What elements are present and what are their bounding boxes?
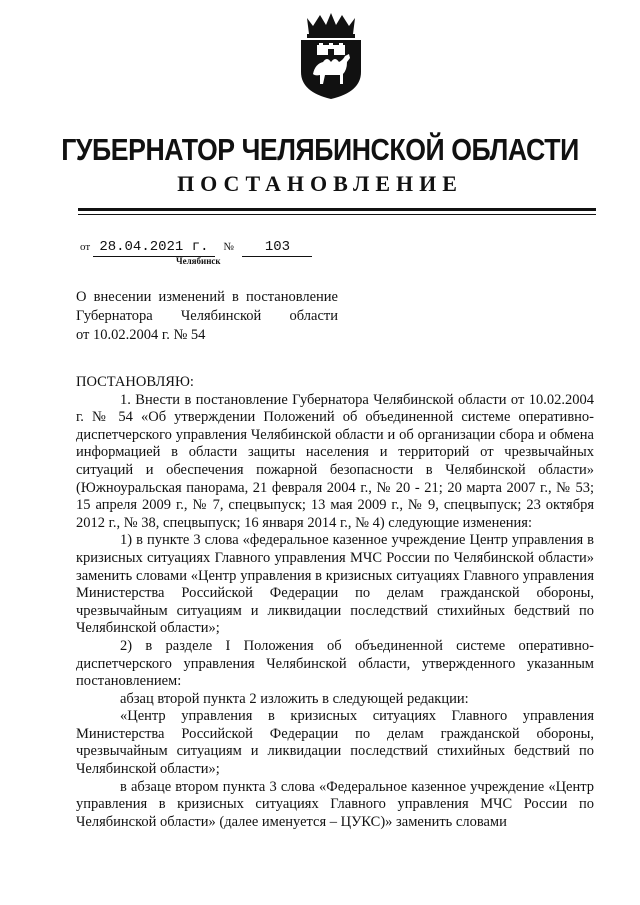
subject-line: от 10.02.2004 г. № 54 <box>76 327 206 343</box>
body-paragraph: «Центр управления в кризисных ситуациях Главного управления Министерства Российской Федерации по делам гражданской обороны, чрезвычайным ситуациям и ликвидации последствий стихийных бедствий по Челябинской области»; <box>76 708 594 778</box>
coat-of-arms-emblem <box>293 12 369 100</box>
body-paragraph: 1. Внести в постановление Губернатора Челябинской области от 10.02.2004 г. № 54 «Об утверждении Положений об объединенной системе оперативно-диспетчерского управления Челябинской области и об организации сбора и обмена информацией в области защиты населения и территорий от чрезвычайных ситуаций и обеспечения пожарной безопасности в Челябинской области» (Южноуральская панорама, 21 февраля 2004 г., № 20 - 21; 20 марта 2007 г., № 53; 15 апреля 2009 г., № 7, спецвыпуск; 13 мая 2009 г., № 9, спецвыпуск; 23 октября 2012 г., № 38, спецвыпуск; 16 января 2014 г., № 4) следующие изменения: <box>76 391 594 531</box>
body-paragraph: абзац второй пункта 2 изложить в следующей редакции: <box>120 690 469 707</box>
number-prefix: № <box>223 241 234 253</box>
document-type: ПОСТАНОВЛЕНИЕ <box>177 171 463 196</box>
date-number-line <box>80 238 312 257</box>
document-body <box>76 374 594 831</box>
document-number: 103 <box>242 238 312 257</box>
header-rule-thick <box>78 208 596 211</box>
body-paragraph: 2) в разделе I Положения об объединенной системе оперативно-диспетчерского управления Челябинской области, утвержденного указанным постановлением: <box>76 637 594 690</box>
document-date: 28.04.2021 г. <box>93 238 215 257</box>
date-prefix: от <box>80 241 91 253</box>
body-paragraph: в абзаце втором пункта 3 слова «Федеральное казенное учреждение «Центр управления в кризисных ситуациях Главного управления МЧС России по Челябинской области» (далее именуется – ЦУКС)» заменить словами <box>76 778 594 830</box>
header-rule-thin <box>78 214 596 215</box>
subject-line: Губернатора Челябинской области <box>76 308 338 324</box>
resolution-heading: ПОСТАНОВЛЯЮ: <box>76 374 194 390</box>
subject-line: О внесении изменений в постановление <box>76 289 338 305</box>
issuer-title: ГУБЕРНАТОР ЧЕЛЯБИНСКОЙ ОБЛАСТИ <box>61 132 579 167</box>
document-subject <box>76 288 338 345</box>
body-paragraph: 1) в пункте 3 слова «федеральное казенное учреждение Центр управления в кризисных ситуациях Главного управления МЧС России по Челябинской области» заменить словами «Центр управления в кризисных ситуациях Главного управления Министерства Российской Федерации по делам гражданской обороны, чрезвычайным ситуациям и ликвидации последствий стихийных бедствий по Челябинской области»; <box>76 532 594 637</box>
city-name: Челябинск <box>176 256 221 266</box>
